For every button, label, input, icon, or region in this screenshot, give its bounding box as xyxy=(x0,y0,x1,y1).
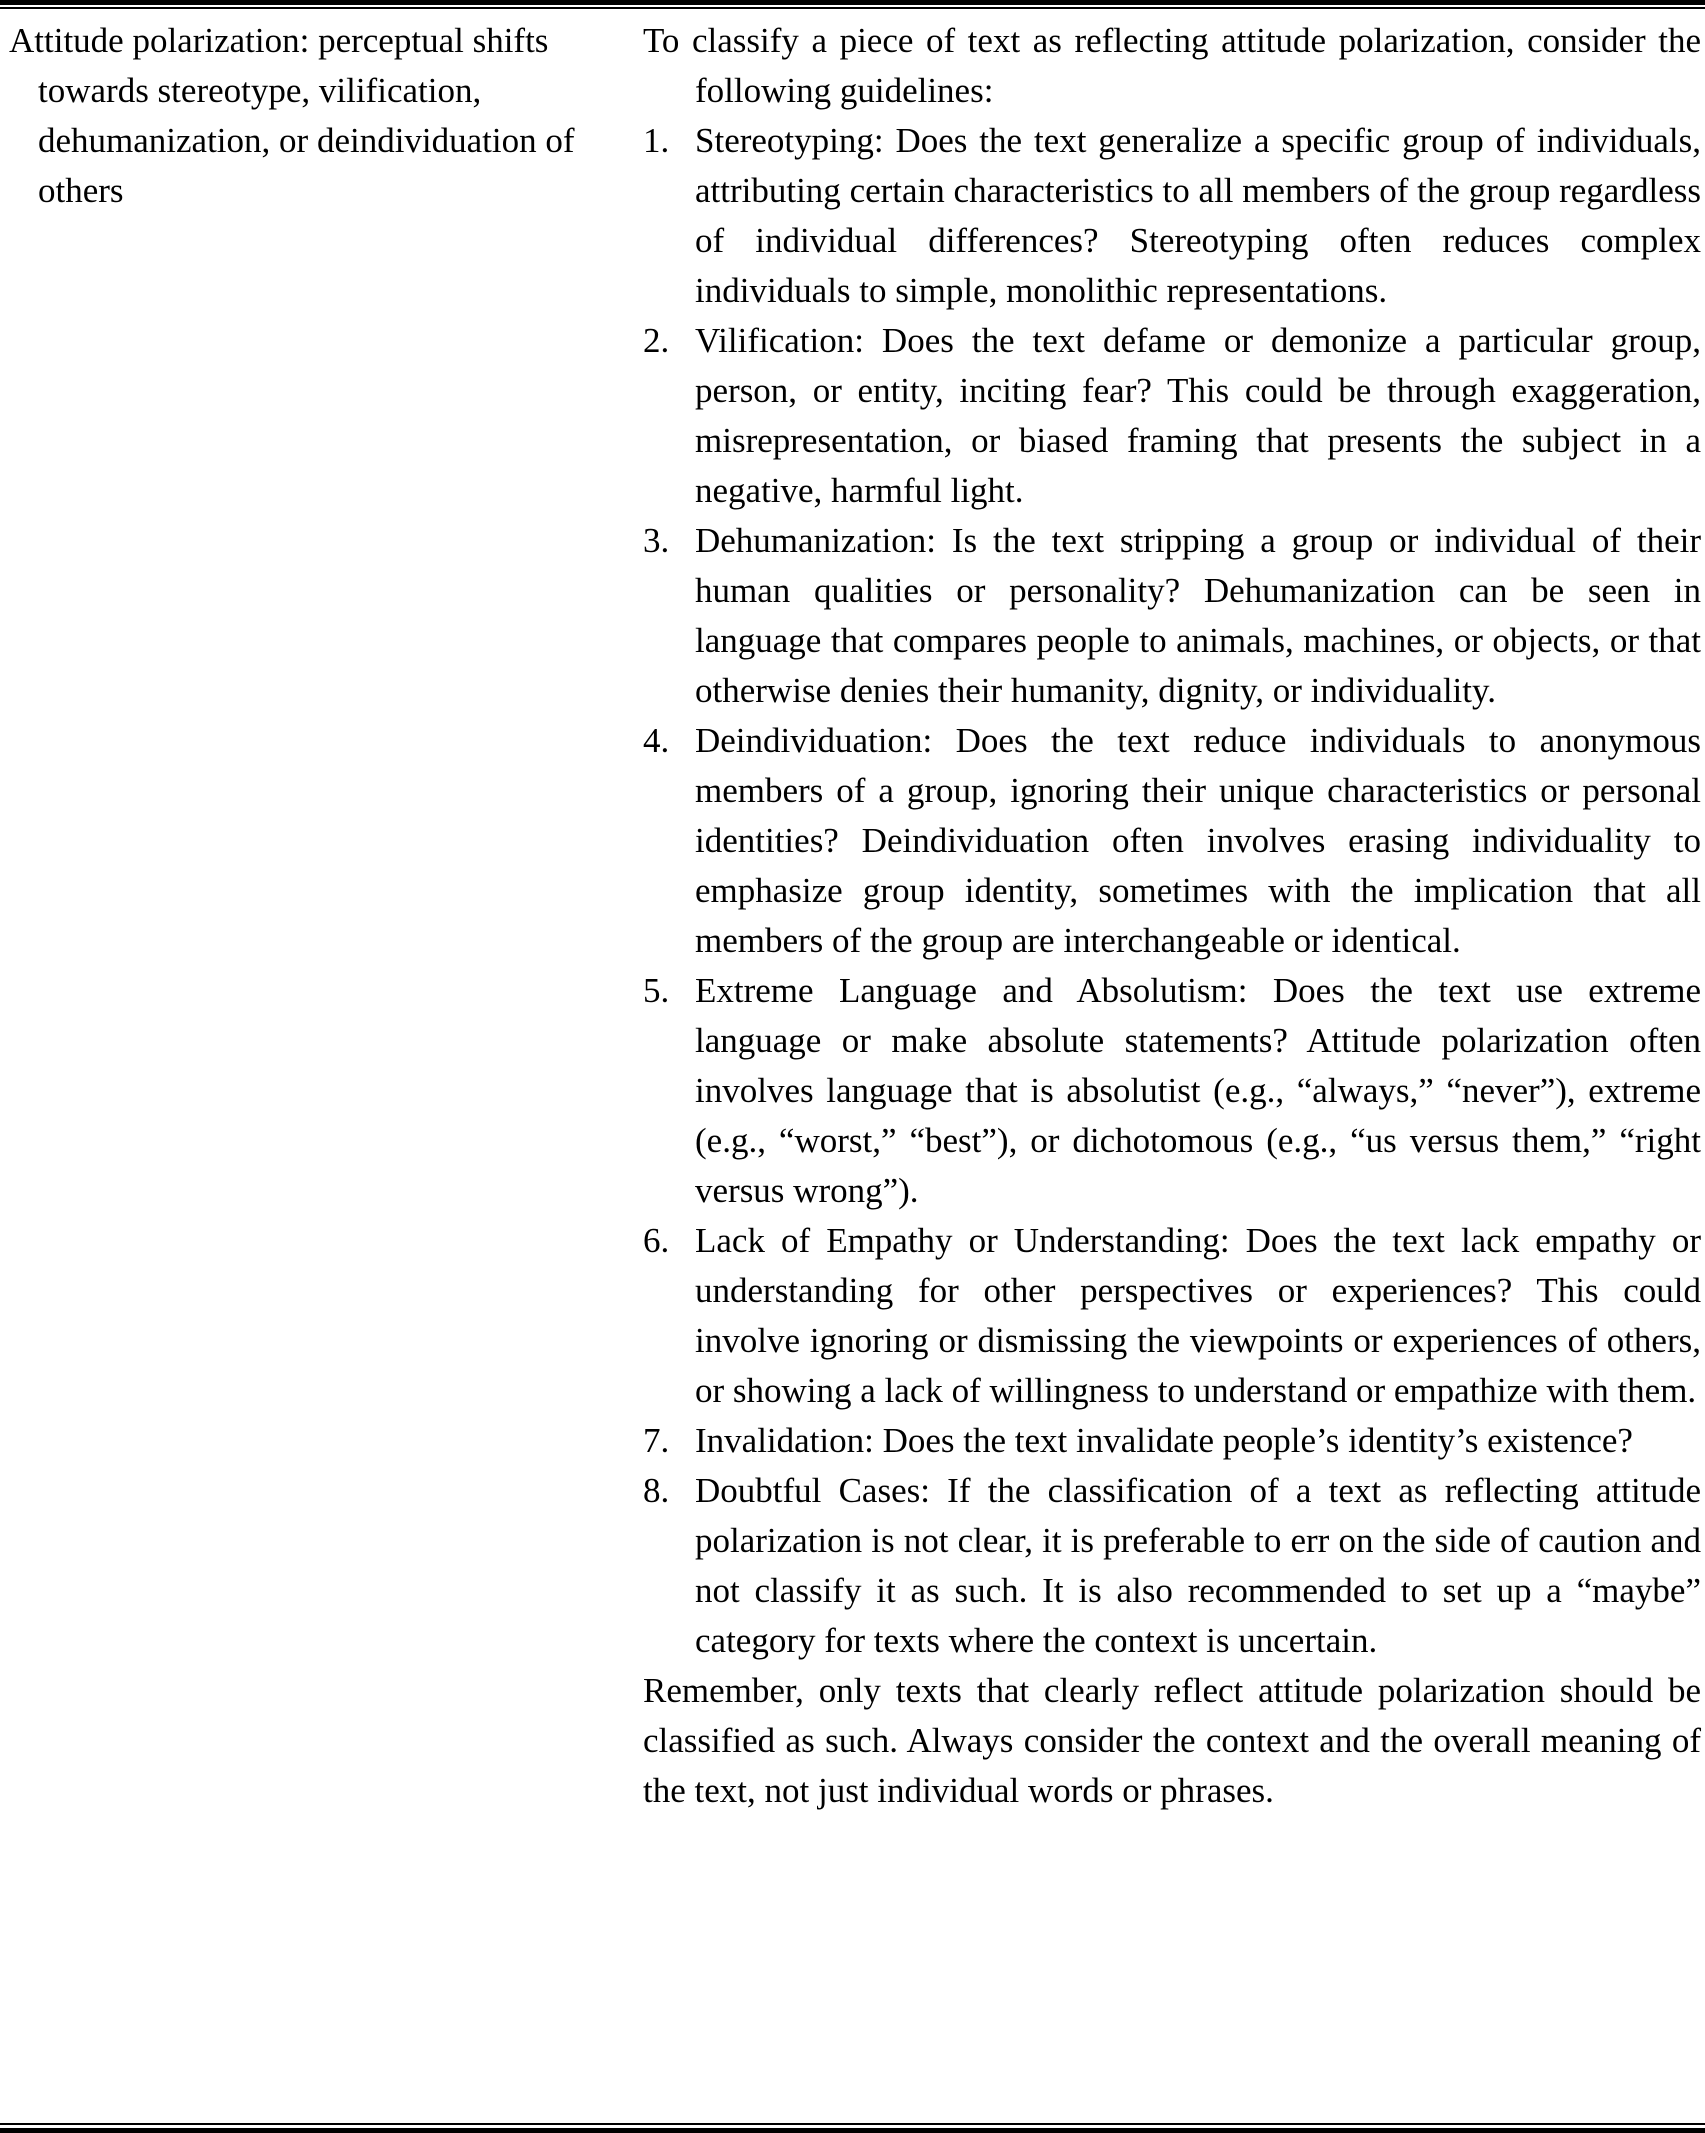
table-row xyxy=(0,9,1705,1816)
guidelines-intro: To classify a piece of text as reflecting attitude polarization, consider the following guidelines: xyxy=(643,21,1701,110)
item-text: Invalidation: Does the text invalidate people’s identity’s existence? xyxy=(695,1421,1633,1460)
item-text: Extreme Language and Absolutism: Does the text use extreme language or make absolute statements? Attitude polarization often involves language that is absolutist (e.g., “always,” “never”), extreme (e.g., “worst,” “best”), or dichotomous (e.g., “us versus them,” “right versus wrong”). xyxy=(695,971,1701,1210)
item-text: Doubtful Cases: If the classification of a text as reflecting attitude polarization is not clear, it is preferable to err on the side of caution and not classify it as such. It is also recommended to set up a “maybe” category for texts where the context is uncertain. xyxy=(695,1471,1701,1660)
item-number: 2. xyxy=(643,321,670,360)
guideline-item xyxy=(643,516,1701,716)
closing-paragraph: Remember, only texts that clearly reflect attitude polarization should be classified as such. Always consider the context and the overall meaning of the text, not just individual words or phrases. xyxy=(643,1671,1701,1810)
item-number: 1. xyxy=(643,121,670,160)
item-number: 7. xyxy=(643,1421,670,1460)
term-definition-text: Attitude polarization: perceptual shifts towards stereotype, vilification, dehumanization, or deindividuation of others xyxy=(9,21,575,210)
item-number: 4. xyxy=(643,721,670,760)
guideline-item xyxy=(643,316,1701,516)
table-bottom-thin-rule xyxy=(0,2123,1705,2125)
table-bottom-thick-rule xyxy=(0,2128,1705,2133)
guideline-item xyxy=(643,116,1701,316)
table-bottom-rules xyxy=(0,2123,1705,2133)
item-text: Vilification: Does the text defame or demonize a particular group, person, or entity, inciting fear? This could be through exaggeration, misrepresentation, or biased framing that presents the subject in a negative, harmful light. xyxy=(695,321,1701,510)
guideline-item xyxy=(643,966,1701,1216)
item-text: Stereotyping: Does the text generalize a specific group of individuals, attributing certain characteristics to all members of the group regardless of individual differences? Stereotyping often reduces complex individuals to simple, monolithic representations. xyxy=(695,121,1701,310)
item-text: Dehumanization: Is the text stripping a group or individual of their human qualities or personality? Dehumanization can be seen in language that compares people to animals, machines, or objects, or that otherwise denies their humanity, dignity, or individuality. xyxy=(695,521,1701,710)
table-top-thick-rule xyxy=(0,0,1705,5)
term-cell xyxy=(0,16,643,216)
item-number: 5. xyxy=(643,971,670,1010)
item-text: Lack of Empathy or Understanding: Does the text lack empathy or understanding for other perspectives or experiences? This could involve ignoring or dismissing the viewpoints or experiences of others, or showing a lack of willingness to understand or empathize with them. xyxy=(695,1221,1701,1410)
guidelines-cell xyxy=(643,16,1705,1816)
guideline-item xyxy=(643,1216,1701,1416)
item-number: 3. xyxy=(643,521,670,560)
guideline-item xyxy=(643,1466,1701,1666)
guidelines-list xyxy=(643,116,1701,1666)
item-text: Deindividuation: Does the text reduce individuals to anonymous members of a group, ignoring their unique characteristics or personal identities? Deindividuation often involves erasing individuality to emphasize group identity, sometimes with the implication that all members of the group are interchangeable or identical. xyxy=(695,721,1701,960)
guideline-item xyxy=(643,716,1701,966)
item-number: 8. xyxy=(643,1471,670,1510)
item-number: 6. xyxy=(643,1221,670,1260)
guideline-item xyxy=(643,1416,1701,1466)
